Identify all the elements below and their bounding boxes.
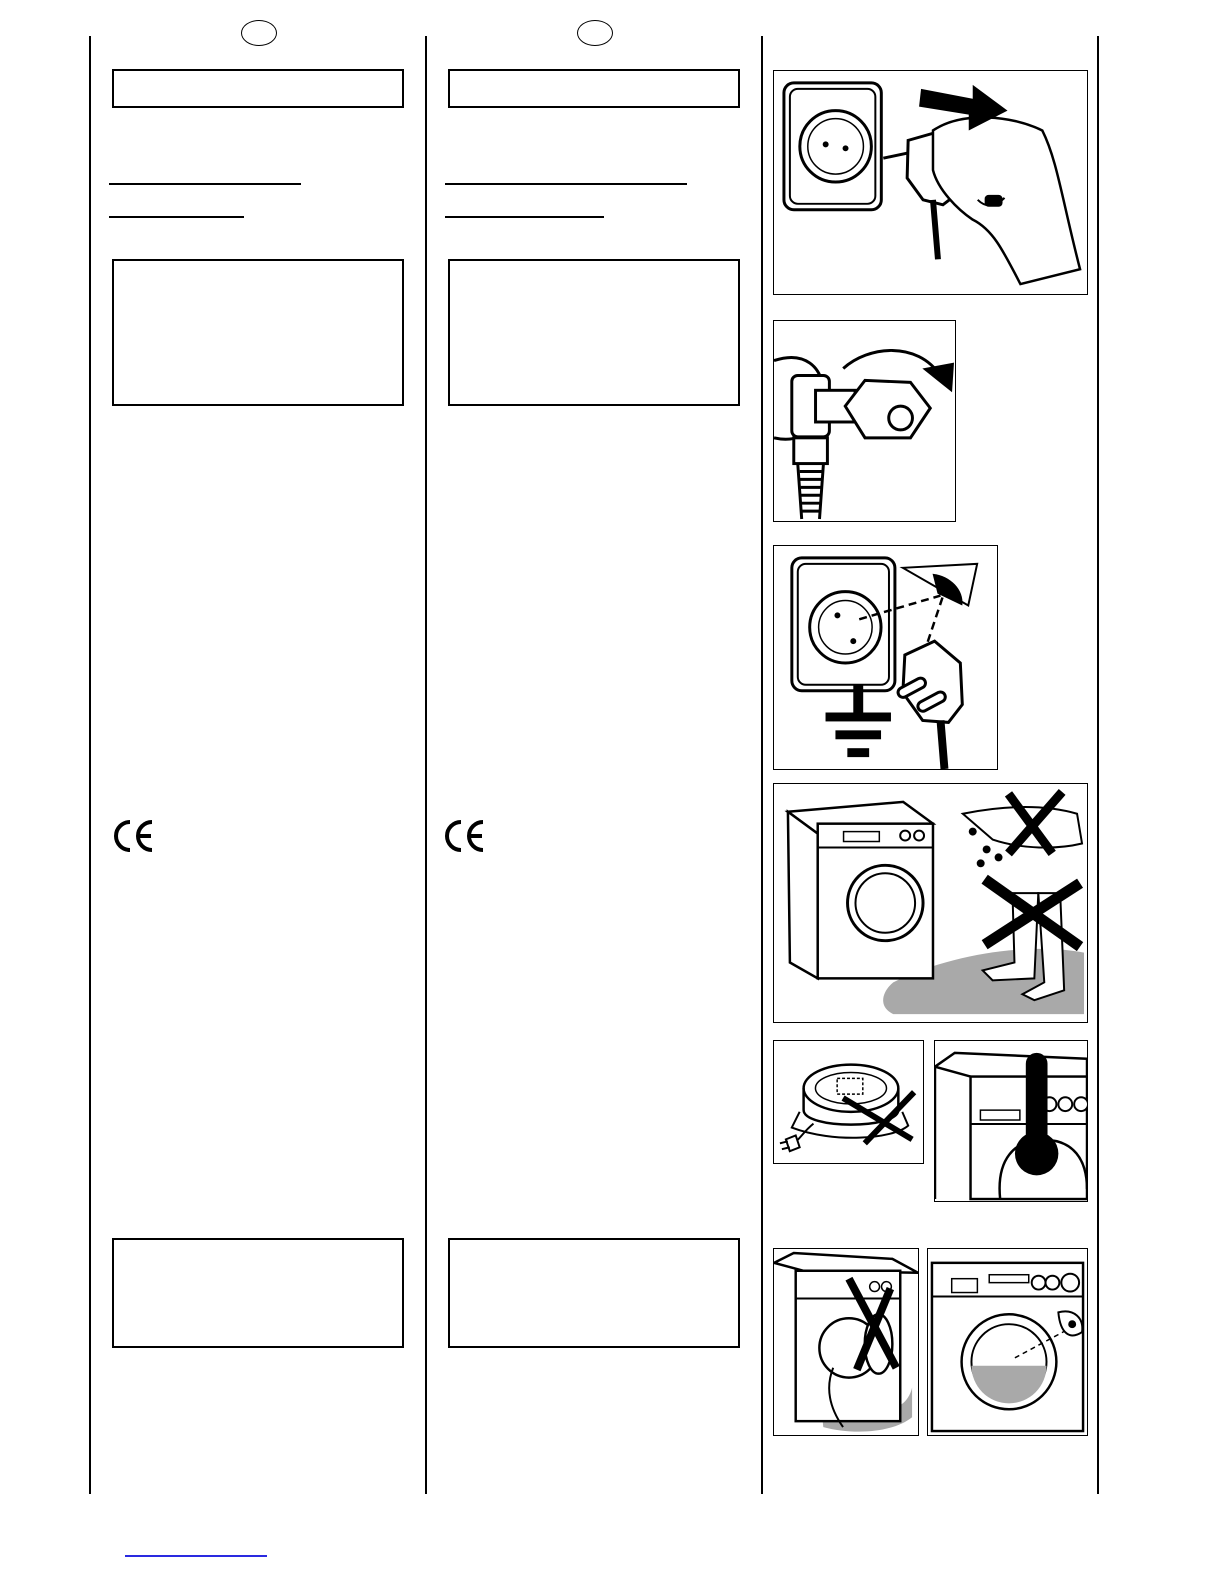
- column-divider: [425, 36, 427, 1494]
- subheading-underline-left: [109, 183, 301, 185]
- no-wet-hands-bare-feet-icon: [773, 783, 1088, 1023]
- check-water-level-icon: [927, 1248, 1088, 1436]
- column-divider: [1097, 36, 1099, 1494]
- column-divider: [89, 36, 91, 1494]
- subheading-underline-middle-2: [445, 216, 604, 218]
- no-extension-cord-icon: [773, 1040, 924, 1164]
- section-heading-middle: [448, 69, 740, 108]
- warning-box-left: [112, 259, 404, 406]
- column-divider: [761, 36, 763, 1494]
- ce-mark-icon-middle: [441, 818, 487, 854]
- subheading-underline-middle: [445, 183, 687, 185]
- language-badge-left: [241, 20, 277, 46]
- language-badge-middle: [577, 20, 613, 46]
- no-opening-door-water-icon: [773, 1248, 919, 1436]
- hot-surface-thermometer-icon: [934, 1040, 1088, 1202]
- footer-link[interactable]: [125, 1555, 267, 1557]
- section-heading-left: [112, 69, 404, 108]
- ce-mark-icon-left: [110, 818, 156, 854]
- earthed-socket-icon: [773, 545, 998, 770]
- warning-box-middle: [448, 259, 740, 406]
- close-water-tap-icon: [773, 320, 956, 522]
- info-box-middle: [448, 1238, 740, 1348]
- info-box-left: [112, 1238, 404, 1348]
- subheading-underline-left-2: [109, 216, 244, 218]
- unplug-from-socket-icon: [773, 70, 1088, 295]
